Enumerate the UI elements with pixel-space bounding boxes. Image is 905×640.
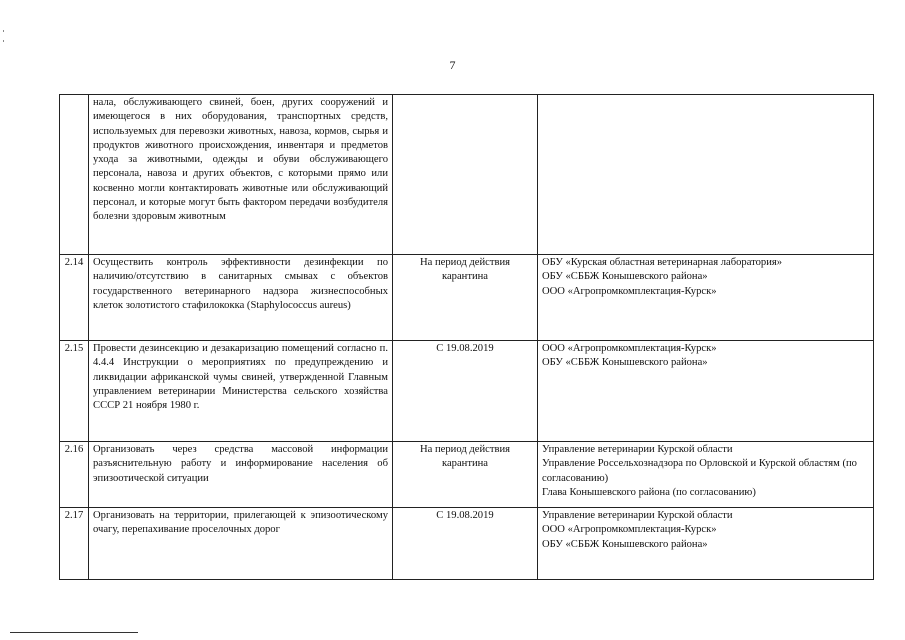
row-number: 2.14	[60, 255, 89, 341]
row-number: 2.17	[60, 508, 89, 580]
row-number: 2.16	[60, 442, 89, 508]
responsible-cell	[538, 95, 874, 255]
responsible-org: ООО «Агропромкомплектация-Курск»	[542, 524, 717, 536]
table-row	[60, 341, 874, 442]
responsible-org: Управление ветеринарии Курской области	[542, 444, 733, 455]
footnote-rule	[10, 632, 138, 633]
responsible-cell	[538, 255, 874, 341]
responsible-org: ОБУ «СББЖ Конышевского района»	[542, 357, 708, 369]
scan-edge-mark	[3, 30, 4, 32]
term-cell: На период действия карантина	[393, 442, 538, 508]
responsible-org: ООО «Агропромкомплектация-Курск»	[542, 343, 717, 354]
responsible-org: ОБУ «СББЖ Конышевского района»	[542, 538, 708, 550]
responsible-org: ООО «Агропромкомплектация-Курск»	[542, 285, 717, 297]
responsible-org: Управление Россельхознадзора по Орловской и Курской областям (по согласованию)	[542, 458, 857, 484]
table-row	[60, 255, 874, 341]
action-cell: Провести дезинсекцию и дезакаризацию помещений согласно п. 4.4.4 Инструкции о мероприятиях по предупреждению и ликвидации африканской чумы свиней, утвержденной Главным управлением ветеринарии Министерства сельского хозяйства СССР 21 ноября 1980 г.	[89, 341, 393, 442]
responsible-org: Глава Конышевского района (по согласованию)	[542, 486, 756, 498]
term-cell: С 19.08.2019	[393, 341, 538, 442]
row-number: 2.15	[60, 341, 89, 442]
action-cell: Организовать через средства массовой информации разъяснительную работу и информирование населения об эпизоотической ситуации	[89, 442, 393, 508]
term-cell	[393, 95, 538, 255]
table-row	[60, 508, 874, 580]
table-row	[60, 442, 874, 508]
measures-table	[59, 94, 874, 580]
responsible-cell	[538, 341, 874, 442]
action-cell: нала, обслуживающего свиней, боен, других сооружений и имеющегося в них оборудования, транспортных средств, используемых для перевозки животных, навоза, кормов, сырья и продуктов животного происхождения, инвентаря и предметов ухода за животными, одежды и обуви обслуживающего персонала, навоза и других объектов, с которыми прямо или косвенно могли контактировать животные или обслуживающий персонал, и которые могут быть фактором передачи возбудителя болезни здоровым животным	[89, 95, 393, 255]
action-cell: Осуществить контроль эффективности дезинфекции по наличию/отсутствию в санитарных смывах с объектов государственного ветеринарного надзора жизнеспособных клеток золотистого стафилококка (Staphylococcus aureus)	[89, 255, 393, 341]
term-cell: С 19.08.2019	[393, 508, 538, 580]
responsible-org: Управление ветеринарии Курской области	[542, 510, 733, 521]
term-cell: На период действия карантина	[393, 255, 538, 341]
responsible-org: ОБУ «СББЖ Конышевского района»	[542, 271, 708, 283]
responsible-org: ОБУ «Курская областная ветеринарная лаборатория»	[542, 257, 783, 268]
responsible-cell	[538, 442, 874, 508]
page-number: 7	[449, 58, 456, 72]
action-cell: Организовать на территории, прилегающей к эпизоотическому очагу, перепахивание проселочных дорог	[89, 508, 393, 580]
scan-edge-mark	[3, 40, 4, 42]
responsible-cell	[538, 508, 874, 580]
row-number	[60, 95, 89, 255]
table-row	[60, 95, 874, 255]
